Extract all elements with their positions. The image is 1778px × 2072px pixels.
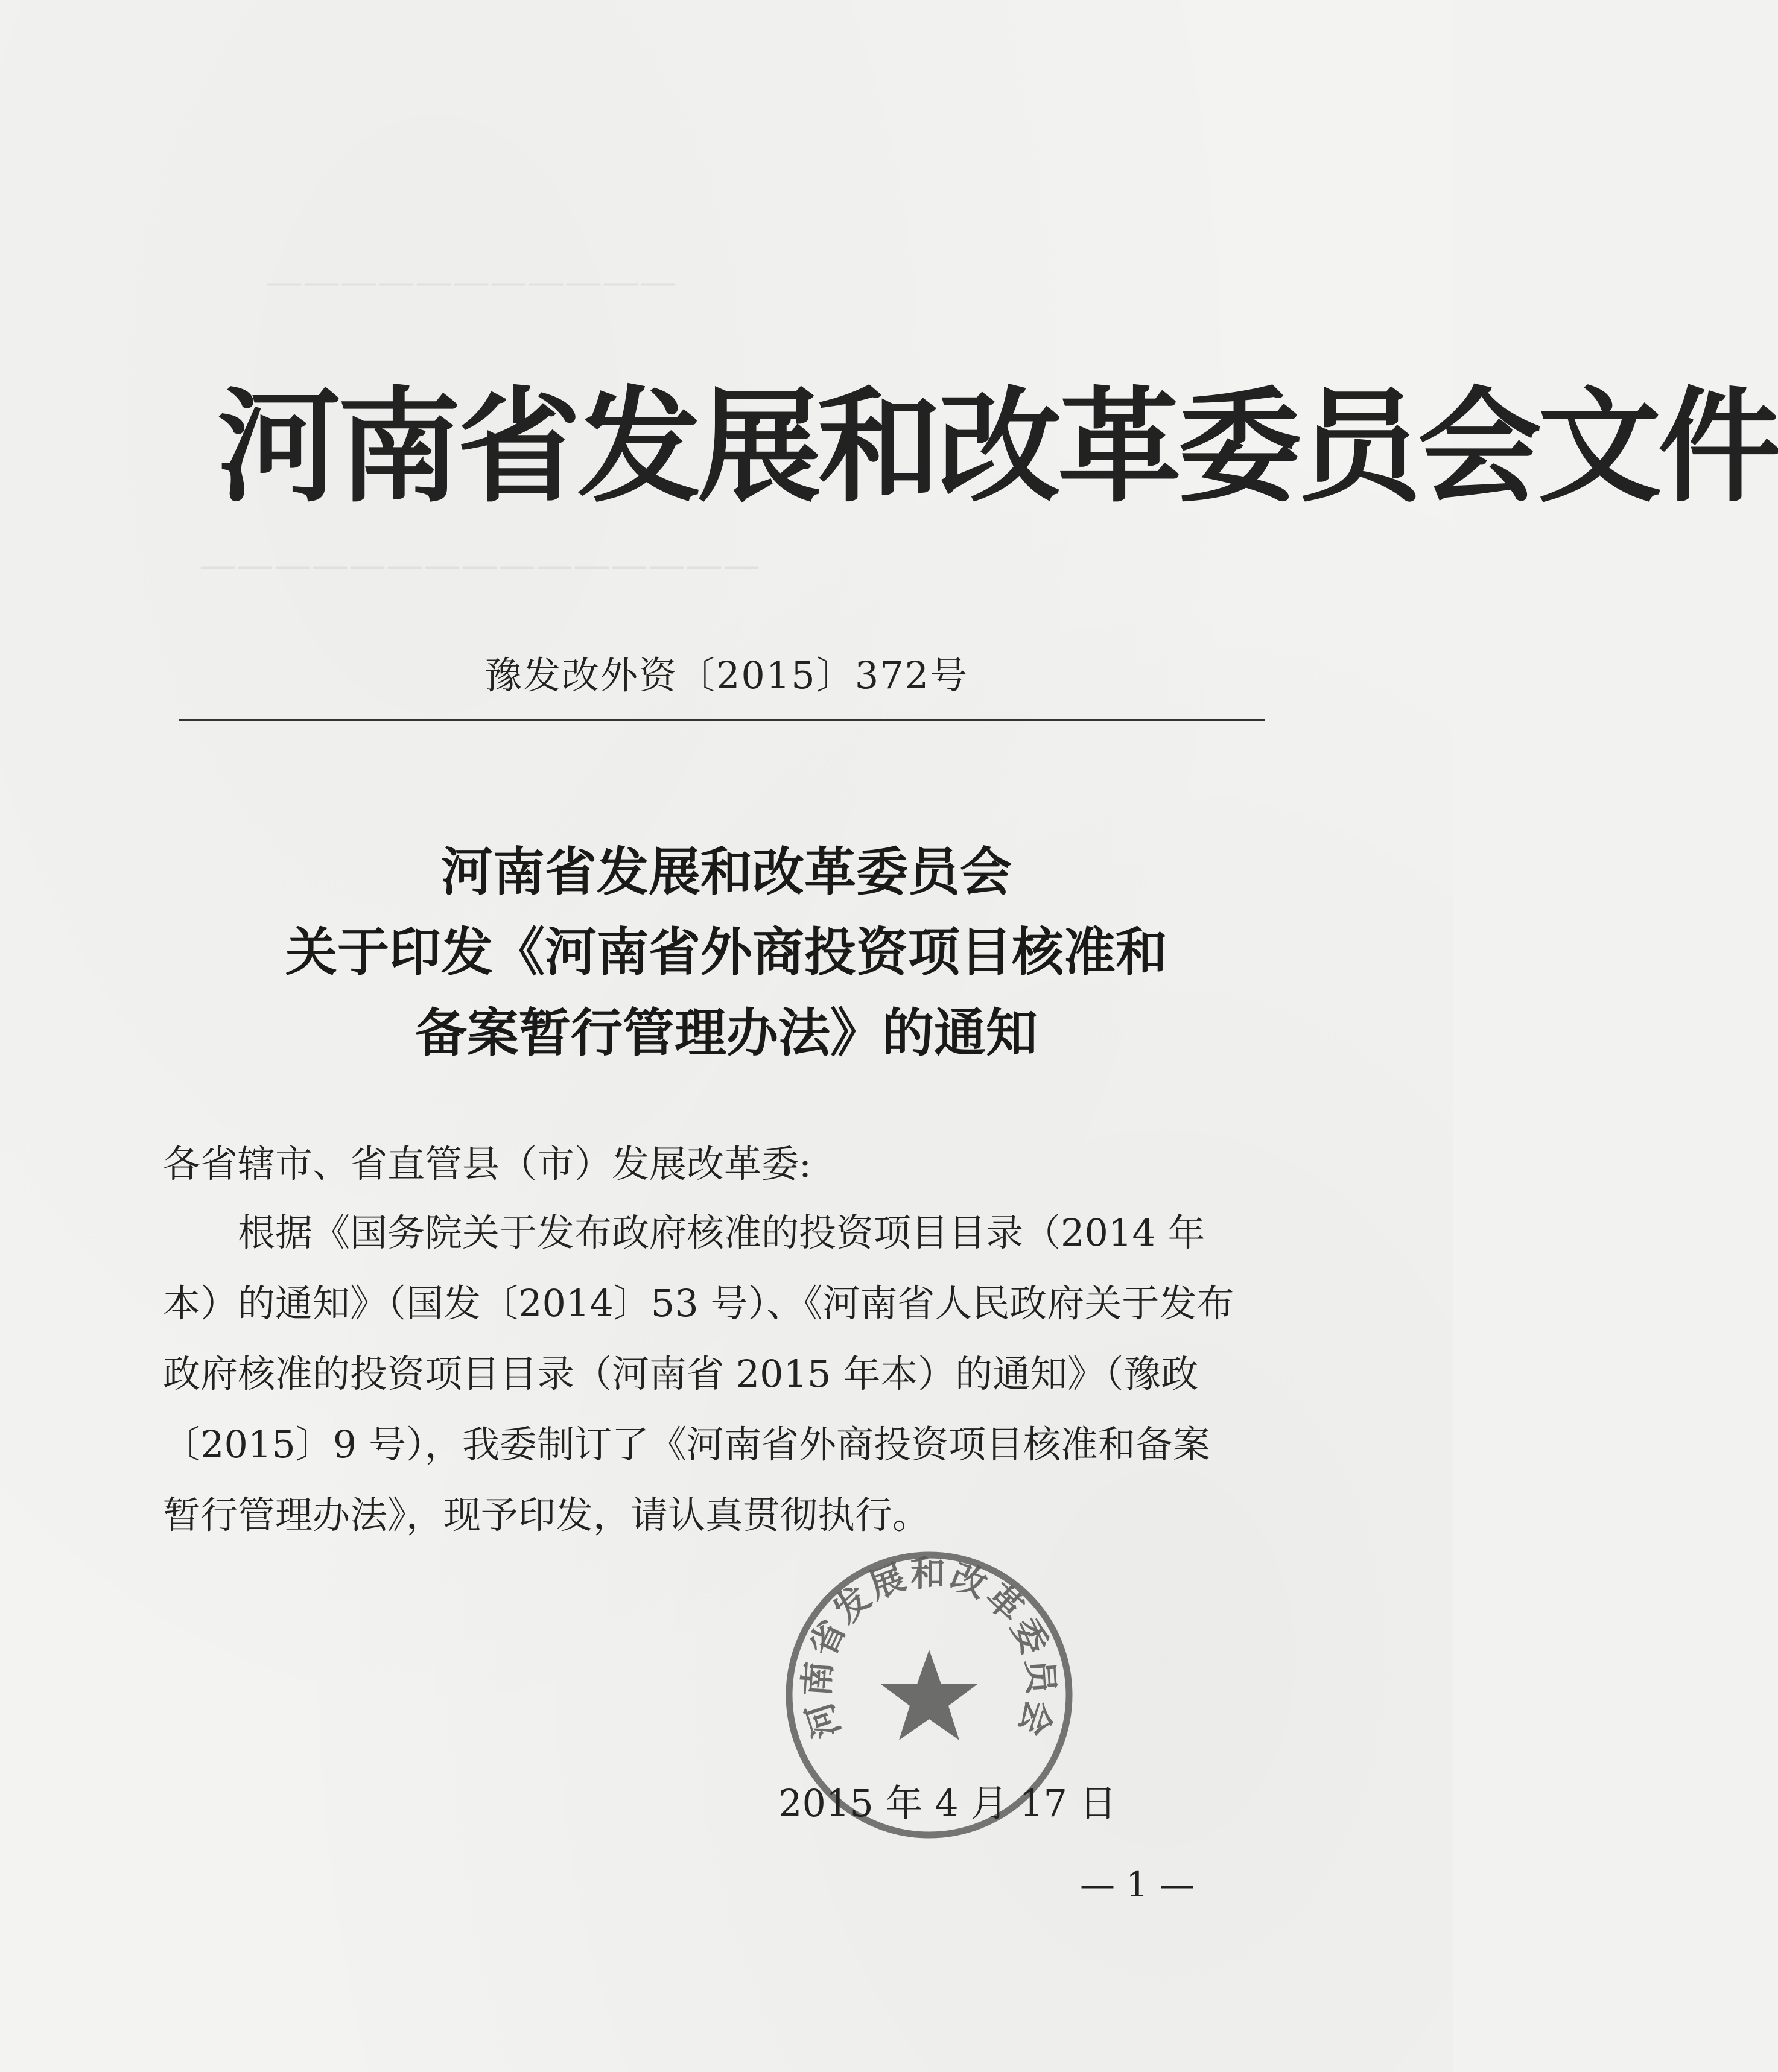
- seal-text: 河南省发展和改革委员会: [796, 1553, 1062, 1743]
- notice-title-line: 备案暂行管理办法》的通知: [415, 1003, 1038, 1063]
- body-line: 政府核准的投资项目目录（河南省 2015 年本）的通知》（豫政: [163, 1352, 1199, 1396]
- body-paragraph: [163, 1197, 1279, 1550]
- notice-title: [0, 832, 1453, 1074]
- body-line: 〔2015〕9 号），我委制订了《河南省外商投资项目核准和备案: [163, 1422, 1210, 1466]
- notice-title-line: 关于印发《河南省外商投资项目核准和: [285, 922, 1167, 983]
- body-line: 根据《国务院关于发布政府核准的投资项目目录（2014 年: [238, 1211, 1205, 1255]
- show-through-text: ———————————: [265, 259, 677, 303]
- star-icon: [881, 1650, 977, 1740]
- issue-date: 2015 年 4 月 17 日: [778, 1781, 1117, 1825]
- addressee: 各省辖市、省直管县（市）发展改革委:: [163, 1142, 811, 1186]
- document-header-title: 河南省发展和改革委员会文件: [217, 376, 1778, 519]
- show-through-text: ———————————————: [199, 543, 760, 587]
- header-divider: [179, 719, 1265, 721]
- notice-title-line: 河南省发展和改革委员会: [441, 842, 1012, 902]
- page-number: — 1 —: [1080, 1864, 1195, 1905]
- document-number: 豫发改外资〔2015〕372号: [484, 653, 969, 697]
- body-line: 本）的通知》（国发〔2014〕53 号）、《河南省人民政府关于发布: [163, 1281, 1234, 1325]
- body-line: 暂行管理办法》，现予印发，请认真贯彻执行。: [163, 1493, 930, 1537]
